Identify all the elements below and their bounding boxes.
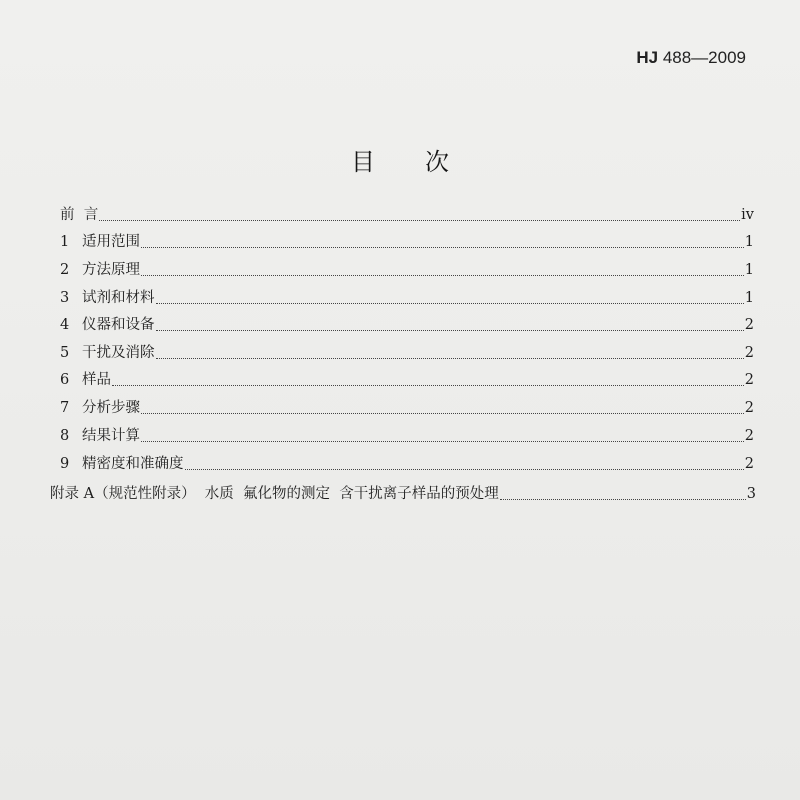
- toc-entry-label: 干扰及消除: [82, 345, 155, 361]
- toc-leader-dots: [156, 329, 744, 331]
- toc-entry-label: 样品: [82, 372, 111, 388]
- document-code-number: 488—2009: [658, 48, 746, 67]
- toc-entry-number: 7: [60, 400, 70, 416]
- toc-entry[interactable]: [60, 399, 754, 417]
- toc-entry-number: 5: [60, 345, 70, 361]
- toc-entry-label: 仪器和设备: [82, 317, 155, 333]
- toc-entry-page: 1: [744, 262, 754, 278]
- toc-leader-dots: [185, 468, 744, 470]
- toc-entry[interactable]: [60, 261, 754, 279]
- toc-entry[interactable]: [60, 455, 754, 473]
- toc-entry-page: iv: [741, 207, 754, 223]
- toc-entry-appendix[interactable]: [50, 485, 756, 503]
- toc-entry-label: 附录 A（规范性附录） 水质 氟化物的测定 含干扰离子样品的预处理: [50, 486, 499, 502]
- toc-entry-label: 分析步骤: [82, 400, 140, 416]
- toc-entry-page: 2: [744, 372, 754, 388]
- document-code-prefix: HJ: [636, 48, 659, 67]
- toc-leader-dots: [500, 498, 746, 500]
- toc-leader-dots: [141, 412, 744, 414]
- toc-entry-label: 精密度和准确度: [82, 456, 184, 472]
- toc-leader-dots: [141, 246, 744, 248]
- toc-entry-label: 试剂和材料: [82, 290, 155, 306]
- toc-entry-page: 1: [744, 290, 754, 306]
- toc-entry-label: 结果计算: [82, 428, 140, 444]
- toc-entry-number: 1: [60, 234, 70, 250]
- toc-entry-page: 1: [744, 234, 754, 250]
- toc-entry[interactable]: [60, 233, 754, 251]
- toc-entry-page: 2: [744, 317, 754, 333]
- toc-entry-label: 前 言: [60, 207, 99, 223]
- toc-entry-page: 2: [744, 345, 754, 361]
- toc-entry-number: 3: [60, 290, 70, 306]
- toc-entry-page: 2: [744, 400, 754, 416]
- toc-entry[interactable]: [60, 427, 754, 445]
- toc-leader-dots: [112, 384, 744, 386]
- toc-entry[interactable]: [60, 371, 754, 389]
- toc-leader-dots: [141, 440, 744, 442]
- toc-entry-label: 方法原理: [82, 262, 140, 278]
- toc-entry[interactable]: [60, 206, 754, 224]
- toc-leader-dots: [156, 302, 744, 304]
- toc-entry-number: 2: [60, 262, 70, 278]
- toc-leader-dots: [99, 219, 740, 221]
- toc-leader-dots: [156, 357, 744, 359]
- toc-title: 目次: [351, 148, 499, 176]
- toc-entry-label: 适用范围: [82, 234, 140, 250]
- toc-entry-page: 3: [746, 486, 756, 502]
- toc-entry[interactable]: [60, 316, 754, 334]
- toc-entry-page: 2: [744, 428, 754, 444]
- toc-entry[interactable]: [60, 289, 754, 307]
- toc-entry-number: 8: [60, 428, 70, 444]
- toc-entry-page: 2: [744, 456, 754, 472]
- toc-entry-number: 9: [60, 456, 70, 472]
- toc-entry-number: 6: [60, 372, 70, 388]
- toc-entry-number: 4: [60, 317, 70, 333]
- toc-entry[interactable]: [60, 344, 754, 362]
- toc-leader-dots: [141, 274, 744, 276]
